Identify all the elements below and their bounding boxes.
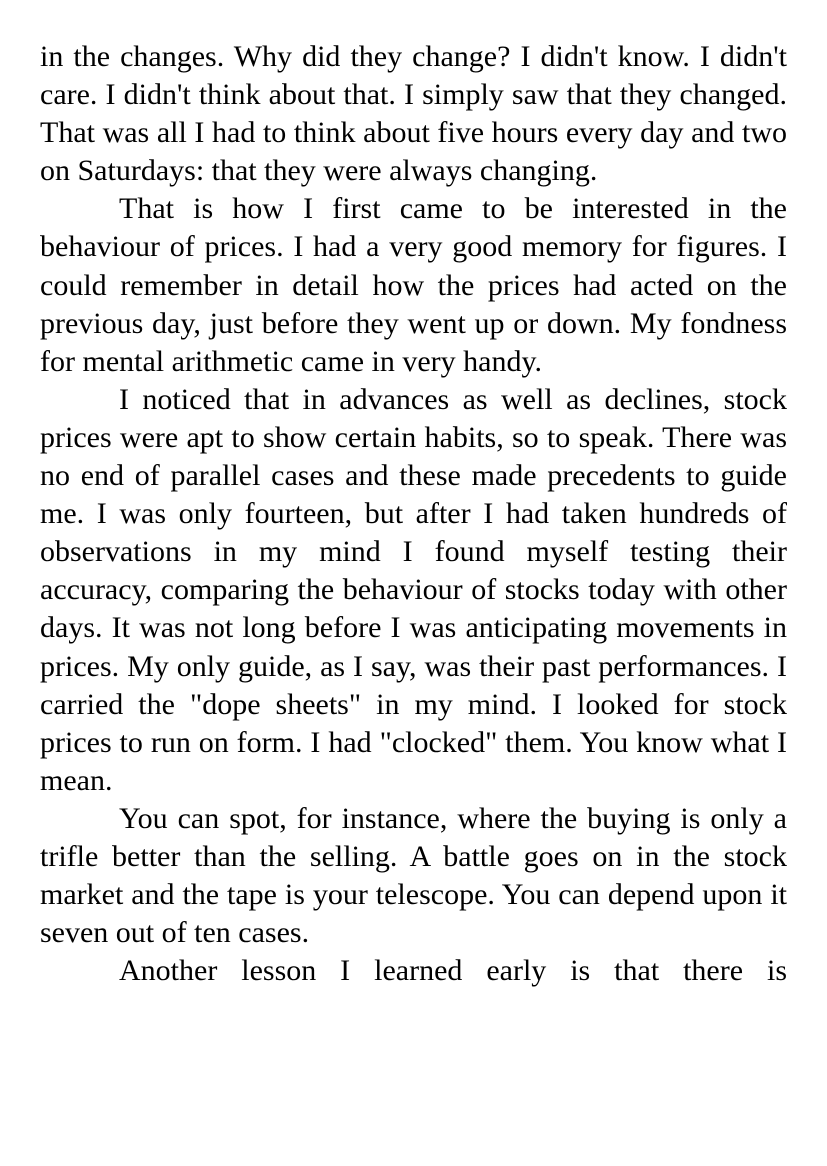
document-page — [40, 38, 787, 990]
paragraph-2: That is how I first came to be interested in the behaviour of prices. I had a very good memory for figures. I could remember in detail how the prices had acted on the previous day, just before they went up or down. My fondness for mental arithmetic came in very handy. — [40, 192, 787, 378]
paragraph-1: in the changes. Why did they change? I didn't know. I didn't care. I didn't think about that. I simply saw that they changed. That was all I had to think about five hours every day and two on Saturdays: that they were always changing. — [40, 40, 787, 188]
paragraph-3: I noticed that in advances as well as declines, stock prices were apt to show certain habits, so to speak. There was no end of parallel cases and these made precedents to guide me. I was only fourteen, but after I had taken hundreds of observations in my mind I found myself testing their accuracy, comparing the behaviour of stocks today with other days. It was not long before I was anticipating movements in prices. My only guide, as I say, was their past performances. I carried the "dope sheets" in my mind. I looked for stock prices to run on form. I had "clocked" them. You know what I mean. — [40, 382, 787, 797]
paragraph-4: You can spot, for instance, where the buying is only a trifle better than the selling. A battle goes on in the stock market and the tape is your telescope. You can depend upon it seven out of ten cases. — [40, 801, 787, 950]
paragraph-5: Another lesson I learned early is that there is — [119, 954, 787, 988]
